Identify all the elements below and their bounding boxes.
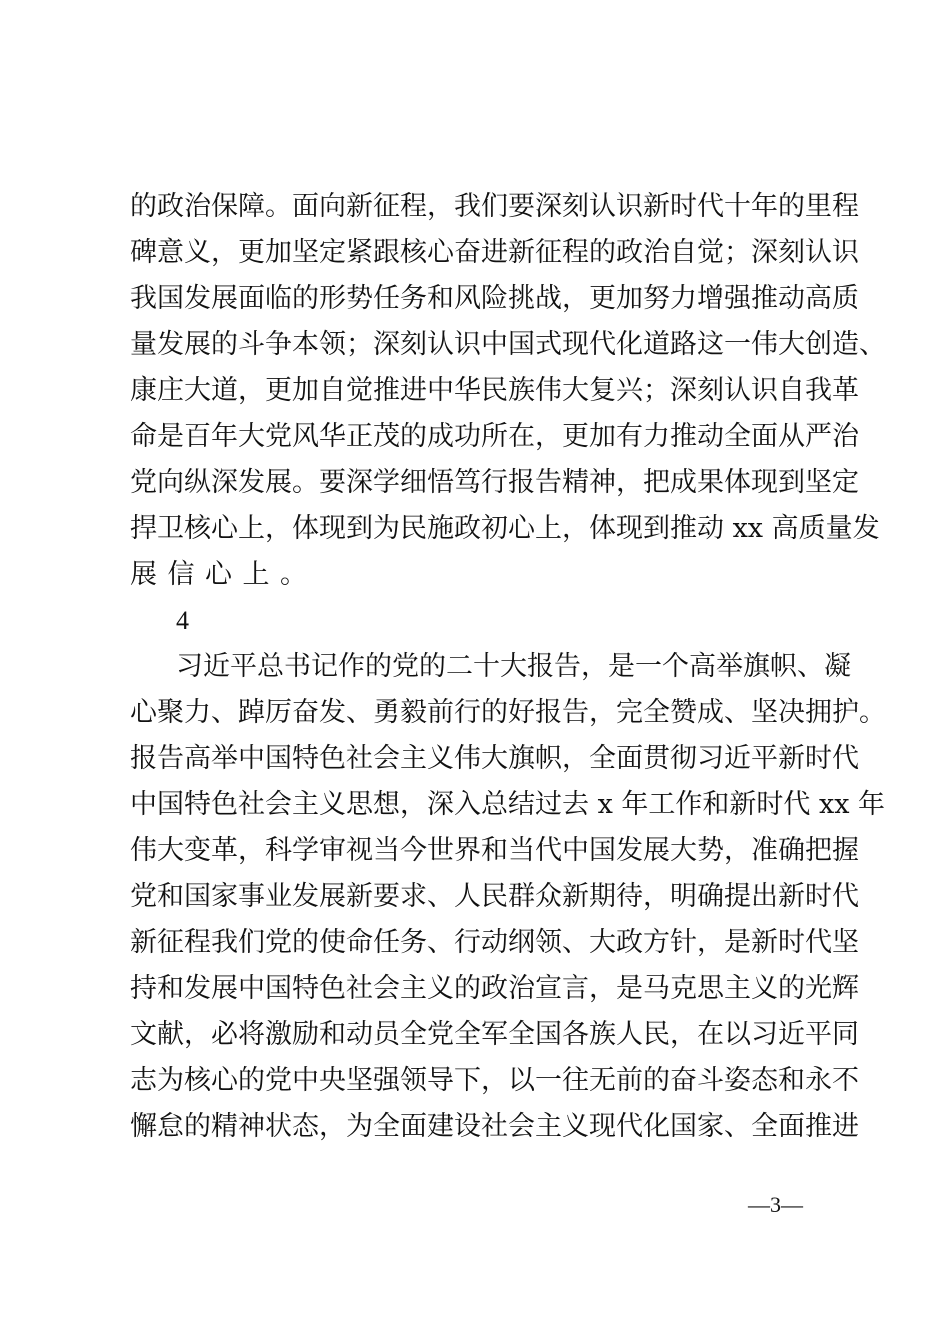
page-number: —3— <box>748 1192 803 1217</box>
text-line: 党和国家事业发展新要求、人民群众新期待，明确提出新时代 <box>130 881 859 912</box>
text-line: 量发展的斗争本领；深刻认识中国式现代化道路这一伟大创造、 <box>130 329 886 360</box>
text-line: 新征程我们党的使命任务、行动纲领、大政方针，是新时代坚 <box>130 927 859 958</box>
text-line: 党向纵深发展。要深学细悟笃行报告精神，把成果体现到坚定 <box>130 467 859 498</box>
text-line: 捍卫核心上，体现到为民施政初心上，体现到推动 xx 高质量发 <box>130 513 880 544</box>
text-line: 命是百年大党风华正茂的成功所在，更加有力推动全面从严治 <box>130 421 859 452</box>
text-line: 报告高举中国特色社会主义伟大旗帜，全面贯彻习近平新时代 <box>130 743 859 774</box>
text-line: 碑意义，更加坚定紧跟核心奋进新征程的政治自觉；深刻认识 <box>130 237 859 268</box>
text-line: 的政治保障。面向新征程，我们要深刻认识新时代十年的里程 <box>130 191 859 222</box>
text-line: 持和发展中国特色社会主义的政治宣言，是马克思主义的光辉 <box>130 973 859 1004</box>
section-number: 4 <box>176 606 189 635</box>
text-line: 中国特色社会主义思想，深入总结过去 x 年工作和新时代 xx 年 <box>130 789 886 820</box>
text-line: 伟大变革，科学审视当今世界和当代中国发展大势，准确把握 <box>130 835 859 866</box>
text-line: 习近平总书记作的党的二十大报告，是一个高举旗帜、凝 <box>176 651 851 682</box>
text-line: 康庄大道，更加自觉推进中华民族伟大复兴；深刻认识自我革 <box>130 375 859 406</box>
text-line: 志为核心的党中央坚强领导下，以一往无前的奋斗姿态和永不 <box>130 1065 859 1096</box>
text-line: 心聚力、踔厉奋发、勇毅前行的好报告，完全赞成、坚决拥护。 <box>130 697 886 728</box>
text-line: 我国发展面临的形势任务和风险挑战，更加努力增强推动高质 <box>130 283 859 314</box>
text-line: 文献，必将激励和动员全党全军全国各族人民，在以习近平同 <box>130 1019 859 1050</box>
text-line: 懈怠的精神状态，为全面建设社会主义现代化国家、全面推进 <box>130 1111 859 1142</box>
text-line: 展信心上。 <box>130 559 318 590</box>
